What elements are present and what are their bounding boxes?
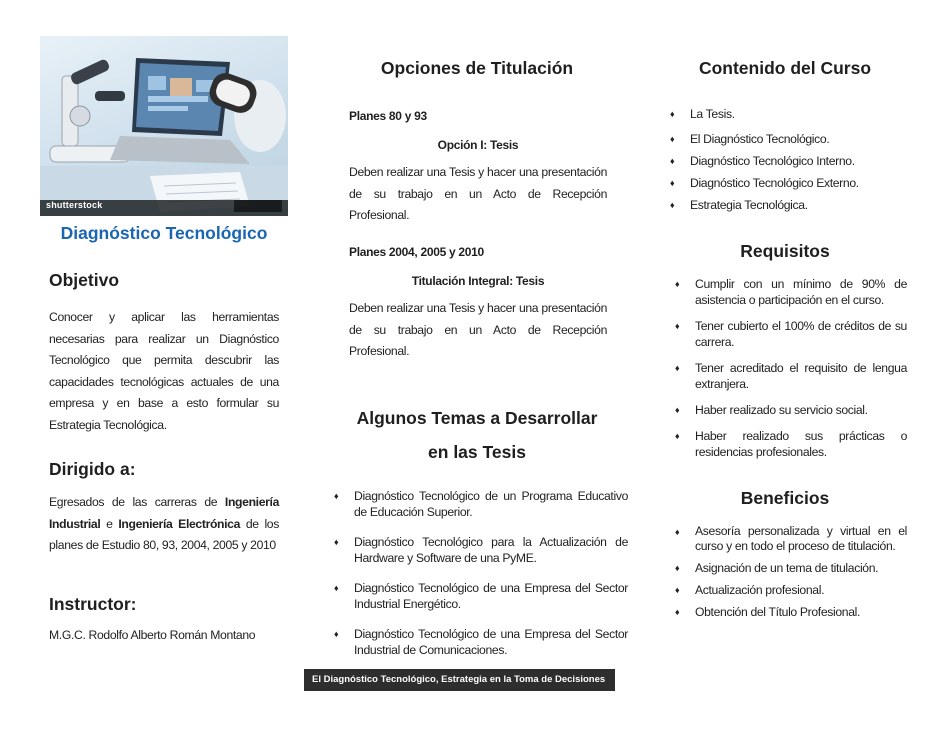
dirigido-heading: Dirigido a: (49, 459, 136, 479)
image-id-box (234, 200, 282, 212)
list-item-text: Actualización profesional. (695, 583, 825, 597)
list-item-text: Diagnóstico Tecnológico Externo. (690, 176, 859, 190)
opciones-heading: Opciones de Titulación (380, 58, 574, 78)
bullet-icon: ♦ (675, 585, 680, 595)
bullet-icon: ♦ (675, 563, 680, 573)
list-item-text: Asesoría personalizada y virtual en el curso y en todo el proceso de titulación. (695, 524, 907, 553)
requisitos-heading: Requisitos (740, 241, 830, 261)
bullet-icon: ♦ (675, 279, 680, 289)
lab-illustration (40, 36, 288, 216)
list-item (673, 318, 907, 350)
list-item (668, 106, 908, 122)
instructor-heading: Instructor: (49, 594, 137, 614)
footer-banner: El Diagnóstico Tecnológico, Estrategia en la Toma de Decisiones (304, 669, 615, 691)
list-item (668, 175, 908, 191)
dirigido-text-part: e (100, 516, 119, 531)
contenido-list (668, 106, 908, 213)
instructor-name: M.G.C. Rodolfo Alberto Román Montano (49, 628, 256, 642)
beneficios-list (673, 524, 907, 620)
objetivo-heading: Objetivo (49, 270, 120, 290)
watermark-logo: shutterstock (46, 200, 103, 210)
list-item (673, 582, 907, 598)
temas-heading-line2: en las Tesis (428, 442, 526, 462)
bullet-icon: ♦ (670, 200, 675, 210)
bullet-icon: ♦ (670, 109, 675, 119)
bullet-icon: ♦ (334, 583, 339, 593)
bullet-icon: ♦ (334, 537, 339, 547)
list-item (673, 428, 907, 460)
list-item-text: Diagnóstico Tecnológico de una Empresa del Sector Industrial Energético. (354, 581, 628, 611)
list-item (668, 153, 908, 169)
dirigido-text-part: de los planes de Estudio 80, 93, 2004, 2005 y 2010 (49, 516, 279, 552)
list-item (332, 580, 628, 612)
bullet-icon: ♦ (334, 629, 339, 639)
list-item-text: La Tesis. (690, 107, 735, 121)
list-item (673, 560, 907, 576)
plan2-label: Planes 2004, 2005 y 2010 (349, 245, 484, 259)
plan2-text: Deben realizar una Tesis y hacer una presentación de su trabajo en un Acto de Recepción Profesional. (349, 301, 607, 358)
bullet-icon: ♦ (675, 405, 680, 415)
list-item (332, 534, 628, 566)
bullet-icon: ♦ (670, 134, 675, 144)
bullet-icon: ♦ (675, 607, 680, 617)
list-item-text: Diagnóstico Tecnológico para la Actualización de Hardware y Software de una PyME. (354, 535, 628, 565)
list-item-text: El Diagnóstico Tecnológico. (690, 132, 830, 146)
list-item-text: Cumplir con un mínimo de 90% de asistencia o participación en el curso. (695, 277, 907, 307)
plan1-text: Deben realizar una Tesis y hacer una presentación de su trabajo en un Acto de Recepción Profesional. (349, 165, 607, 222)
list-item (673, 402, 907, 418)
list-item-text: Haber realizado su servicio social. (695, 403, 868, 417)
brochure-title: Diagnóstico Tecnológico (60, 223, 268, 243)
bullet-icon: ♦ (334, 491, 339, 501)
bullet-icon: ♦ (675, 527, 680, 537)
bullet-icon: ♦ (670, 178, 675, 188)
requisitos-list (673, 276, 907, 460)
objetivo-text: Conocer y aplicar las herramientas necesarias para realizar un Diagnóstico Tecnológico que permita descubrir las capacidades tecnológicas actuales de una empresa y en base a esto formular su Estrategia Tecnológica. (49, 310, 279, 432)
list-item-text: Haber realizado sus prácticas o residencias profesionales. (695, 429, 907, 459)
list-item-text: Asignación de un tema de titulación. (695, 561, 879, 575)
list-item-text: Diagnóstico Tecnológico Interno. (690, 154, 855, 168)
list-item (673, 604, 907, 620)
temas-heading-line1: Algunos Temas a Desarrollar (356, 408, 598, 428)
list-item (673, 360, 907, 392)
temas-heading (330, 401, 624, 469)
plan1-option: Opción I: Tesis (437, 138, 519, 152)
bullet-icon: ♦ (675, 431, 680, 441)
list-item-text: Obtención del Título Profesional. (695, 605, 861, 619)
dirigido-text-part: Egresados de las carreras de (49, 495, 225, 509)
list-item (668, 197, 908, 213)
list-item (673, 276, 907, 308)
hero-photo (40, 36, 288, 216)
bullet-icon: ♦ (675, 321, 680, 331)
career-industrial: Ingeniería Industrial (49, 495, 279, 531)
dirigido-text (49, 492, 279, 557)
career-electronica: Ingeniería Electrónica (118, 516, 241, 531)
contenido-heading: Contenido del Curso (698, 58, 872, 78)
list-item-text: Tener cubierto el 100% de créditos de su carrera. (695, 319, 907, 349)
list-item-text: Tener acreditado el requisito de lengua extranjera. (695, 361, 907, 391)
bullet-icon: ♦ (670, 156, 675, 166)
list-item (332, 488, 628, 520)
list-item (668, 131, 908, 147)
temas-list (332, 488, 628, 658)
plan1-label: Planes 80 y 93 (349, 109, 427, 123)
list-item (673, 524, 907, 554)
list-item-text: Estrategia Tecnológica. (690, 198, 808, 212)
list-item-text: Diagnóstico Tecnológico de un Programa Educativo de Educación Superior. (354, 489, 628, 519)
bullet-icon: ♦ (675, 363, 680, 373)
list-item (332, 626, 628, 658)
beneficios-heading: Beneficios (740, 488, 830, 508)
list-item-text: Diagnóstico Tecnológico de una Empresa del Sector Industrial de Comunicaciones. (354, 627, 628, 657)
plan2-option: Titulación Integral: Tesis (411, 274, 545, 288)
